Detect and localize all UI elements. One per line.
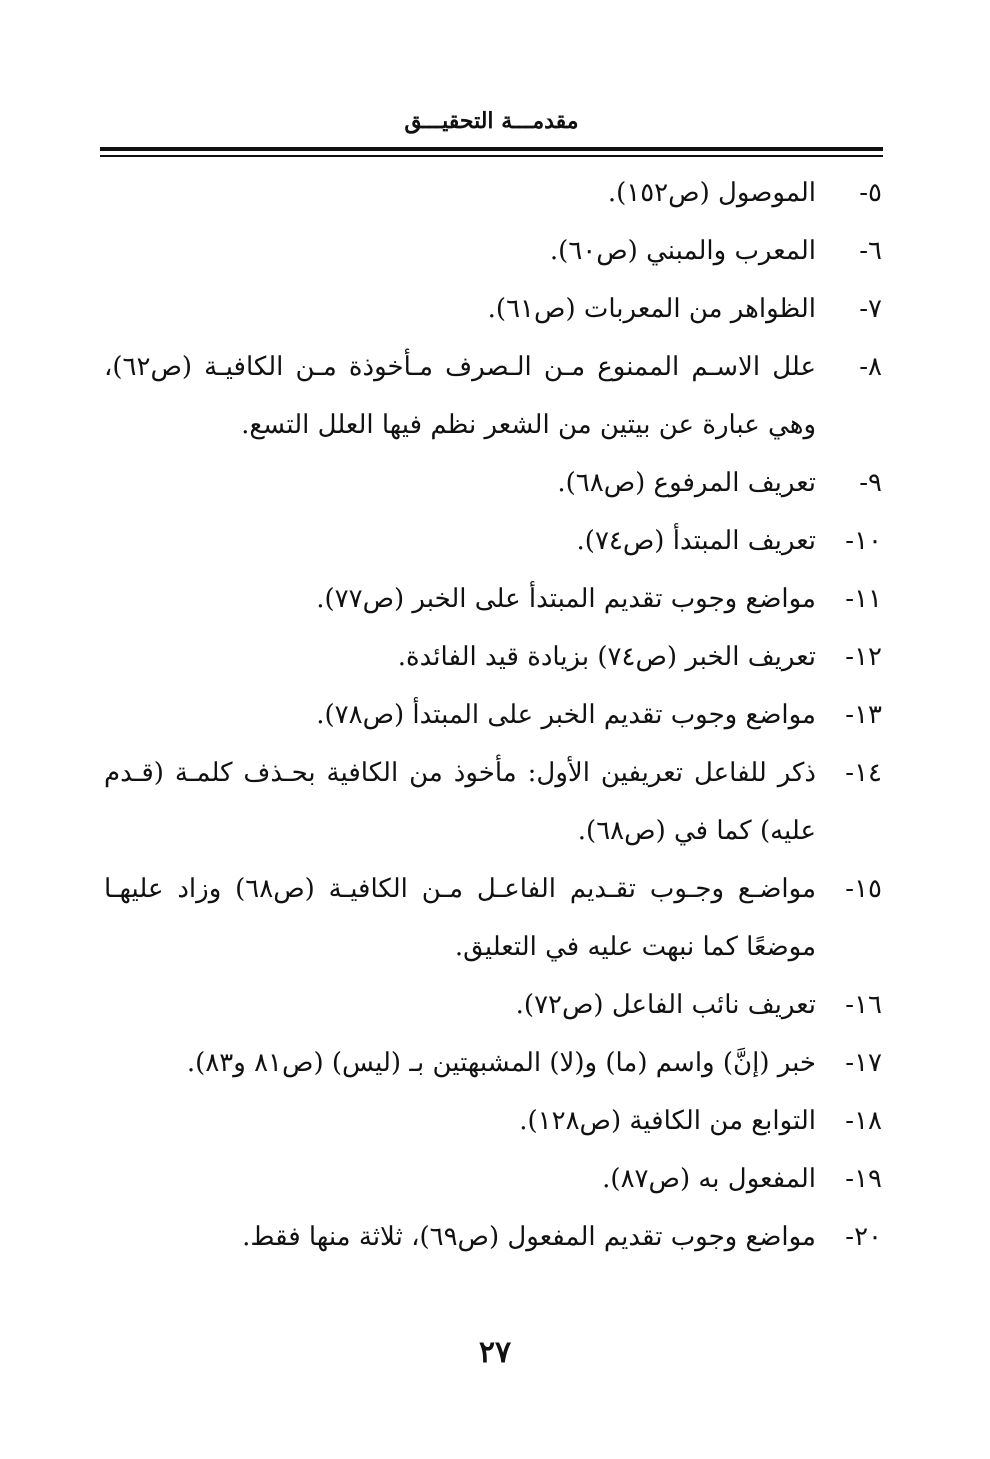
item-text: ذكر للفاعل تعريفين الأول: مأخوذ من الكافية بحـذف كلمـة (قـدم عليه) كما في (ص٦٨). [104,758,816,846]
running-head-title: مقدمـــة التحقيـــق [404,108,579,134]
list-item [104,628,882,686]
item-number: ٩- [859,468,882,498]
item-number: ٢٠- [845,1222,882,1252]
item-text: مواضع وجوب تقديم الخبر على المبتدأ (ص٧٨). [316,700,816,730]
list-item [104,280,882,338]
item-text: علل الاسـم الممنوع مـن الـصرف مـأخوذة مـن الكافيـة (ص٦٢)، وهي عبارة عن بيتين من الشعر نظم فيها العلل التسع. [104,352,816,440]
list-item [104,744,882,860]
item-text: تعريف الخبر (ص٧٤) بزيادة قيد الفائدة. [397,642,816,672]
item-number: ٦- [859,236,882,266]
numbered-list [104,164,882,1266]
item-number: ١٥- [845,874,882,904]
item-text: مواضع وجوب تقديم المبتدأ على الخبر (ص٧٧). [316,584,816,614]
list-item [104,1092,882,1150]
item-number: ١٩- [845,1164,882,1194]
list-item [104,1208,882,1266]
list-item [104,1150,882,1208]
item-text: مواضع وجوب تقديم المفعول (ص٦٩)، ثلاثة منها فقط. [242,1222,816,1252]
item-number: ٧- [859,294,882,324]
item-text: تعريف المرفوع (ص٦٨). [557,468,816,498]
item-number: ٥- [859,178,882,208]
list-item [104,512,882,570]
item-number: ١٨- [845,1106,882,1136]
list-item [104,222,882,280]
item-number: ١٧- [845,1048,882,1078]
header-rule-thin [100,155,883,157]
item-text: التوابع من الكافية (ص١٢٨). [519,1106,816,1136]
page-number: ٢٧ [478,1335,512,1370]
list-item [104,454,882,512]
item-text: خبر (إنَّ) واسم (ما) و(لا) المشبهتين بـ (ليس) (ص٨١ و٨٣). [186,1048,816,1078]
item-text: تعريف المبتدأ (ص٧٤). [576,526,816,556]
header-rule-thick [100,147,883,151]
list-item [104,164,882,222]
list-item [104,338,882,454]
list-item [104,570,882,628]
item-number: ١٠- [845,526,882,556]
item-number: ١٦- [845,990,882,1020]
item-number: ١٤- [845,758,882,788]
item-text: تعريف نائب الفاعل (ص٧٢). [515,990,816,1020]
item-number: ١٣- [845,700,882,730]
item-text: الظواهر من المعربات (ص٦١). [487,294,816,324]
item-number: ١١- [845,584,882,614]
item-number: ٨- [859,352,882,382]
item-text: المعرب والمبني (ص٦٠). [549,236,816,266]
list-item [104,1034,882,1092]
item-number: ١٢- [845,642,882,672]
list-item [104,686,882,744]
item-text: الموصول (ص١٥٢). [607,178,816,208]
item-text: المفعول به (ص٨٧). [602,1164,816,1194]
list-item [104,976,882,1034]
list-item [104,860,882,976]
item-text: مواضـع وجـوب تقـديم الفاعـل مـن الكافيـة (ص٦٨) وزاد عليهـا موضعًا كما نبهت عليه في التعليق. [104,874,817,962]
